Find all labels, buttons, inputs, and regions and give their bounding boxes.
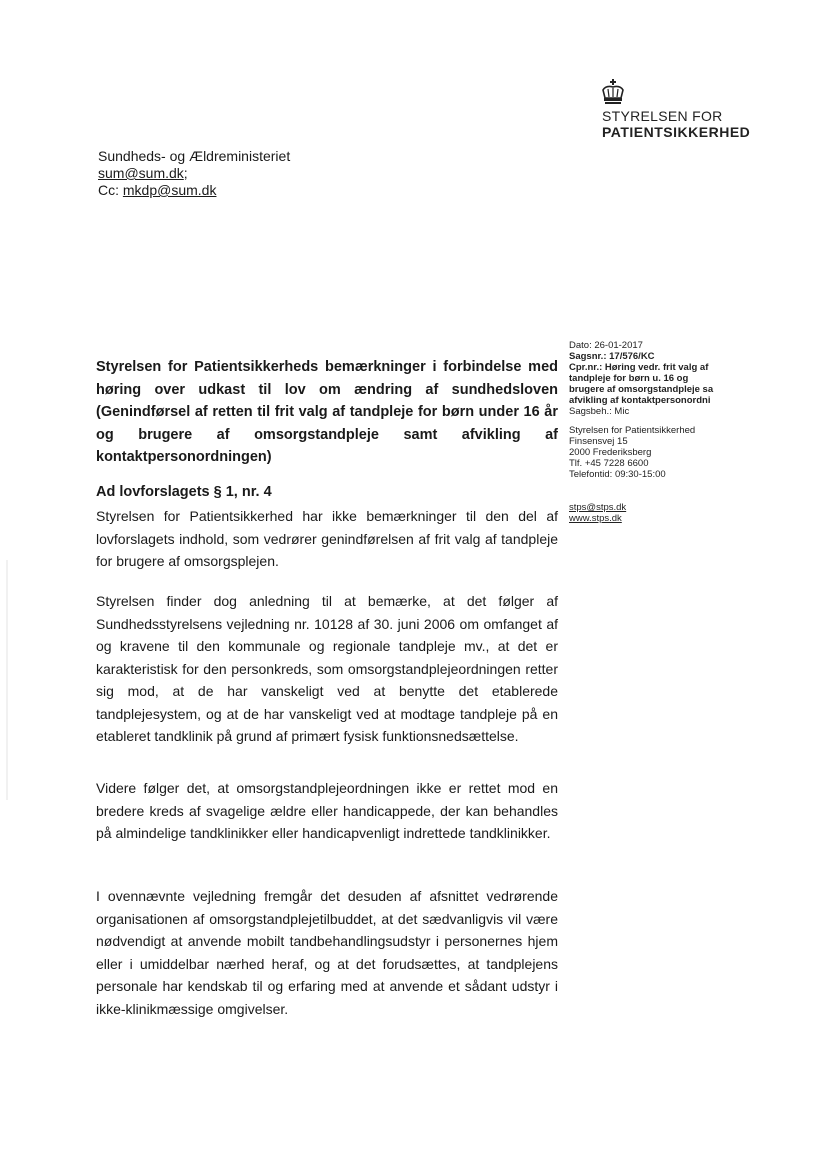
cc-email-link[interactable]: mkdp@sum.dk xyxy=(122,182,217,198)
meta-cpr-line: afvikling af kontaktpersonordni xyxy=(569,395,711,406)
body-paragraph: Videre følger det, at omsorgstandplejeordningen ikke er rettet mod en bredere kreds af svagelige ældre eller handicappede, der kan behandles på almindelige tandklinikker eller handicapvenligt indrettede tandklinikker. xyxy=(96,780,558,841)
meta-cpr-line: brugere af omsorgstandpleje sa xyxy=(569,384,714,395)
recipient-name: Sundheds- og Ældreministeriet xyxy=(98,148,291,164)
meta-case-handler: Sagsbeh.: Mic xyxy=(569,406,630,417)
document-title: Styrelsen for Patientsikkerheds bemærkninger i forbindelse med høring over udkast til lov om ændring af sundhedsloven (Genindførsel af retten til frit valg af tandpleje for børn under 16 år og brugere af omsorgstandpleje samt afvikling af kontaktpersonordningen) xyxy=(96,359,558,465)
recipient-block xyxy=(98,148,290,199)
cc-label: Cc: xyxy=(98,182,123,198)
recipient-email-line xyxy=(98,165,290,182)
meta-email-link[interactable]: stps@stps.dk xyxy=(569,502,627,513)
meta-phone-hours: Telefontid: 09:30-15:00 xyxy=(569,469,666,480)
body-paragraph: Styrelsen finder dog anledning til at bemærke, at det følger af Sundhedsstyrelsens vejledning nr. 10128 af 30. juni 2006 om omfanget af og kravene til den kommunale og regionale tandpleje mv., at det er karakteristisk for den personkreds, som omsorgstandplejeordningen retter sig mod, at de har vanskeligt ved at benytte det etablerede tandplejesystem, og at de har vanskeligt ved at modtage tandpleje på en etableret tandklinik på grund af primært fysisk funktionsnedsættelse. xyxy=(96,593,558,744)
meta-case-number: Sagsnr.: 17/576/KC xyxy=(569,351,655,362)
scan-edge-mark xyxy=(6,560,8,800)
meta-address-line: 2000 Frederiksberg xyxy=(569,447,652,458)
logo-text-line1: STYRELSEN FOR xyxy=(602,108,723,124)
crown-icon xyxy=(600,78,626,106)
meta-address-line: Finsensvej 15 xyxy=(569,436,628,447)
recipient-email-suffix: ; xyxy=(183,165,188,181)
meta-address-line: Styrelsen for Patientsikkerhed xyxy=(569,425,696,436)
body-paragraph: I ovennævnte vejledning fremgår det desuden af afsnittet vedrørende organisationen af omsorgstandplejetilbuddet, at det sædvanligvis vil være nødvendigt at anvende mobilt tandbehandlingsudstyr i personernes hjem eller i umiddelbar nærhed heraf, og at det forudsættes, at tandplejens personale har kendskab til og erfaring med at anvende et sådant udstyr i ikke-klinikmæssige omgivelser. xyxy=(96,888,558,1017)
cc-line xyxy=(98,182,290,199)
meta-cpr-line: Cpr.nr.: Høring vedr. frit valg af xyxy=(569,362,709,373)
recipient-email-link[interactable]: sum@sum.dk xyxy=(98,165,184,181)
meta-column xyxy=(569,340,747,524)
body-paragraph: Styrelsen for Patientsikkerhed har ikke bemærkninger til den del af lovforslagets indhold, som vedrører genindførelsen af frit valg af tandpleje for brugere af omsorgsplejen. xyxy=(96,508,558,569)
section-heading: Ad lovforslagets § 1, nr. 4 xyxy=(96,484,272,500)
meta-web-link[interactable]: www.stps.dk xyxy=(569,513,622,524)
meta-cpr-line: tandpleje for børn u. 16 og xyxy=(569,373,689,384)
logo-text-line2: PATIENTSIKKERHED xyxy=(602,124,751,140)
meta-phone: Tlf. +45 7228 6600 xyxy=(569,458,649,469)
meta-date: Dato: 26-01-2017 xyxy=(569,340,643,351)
